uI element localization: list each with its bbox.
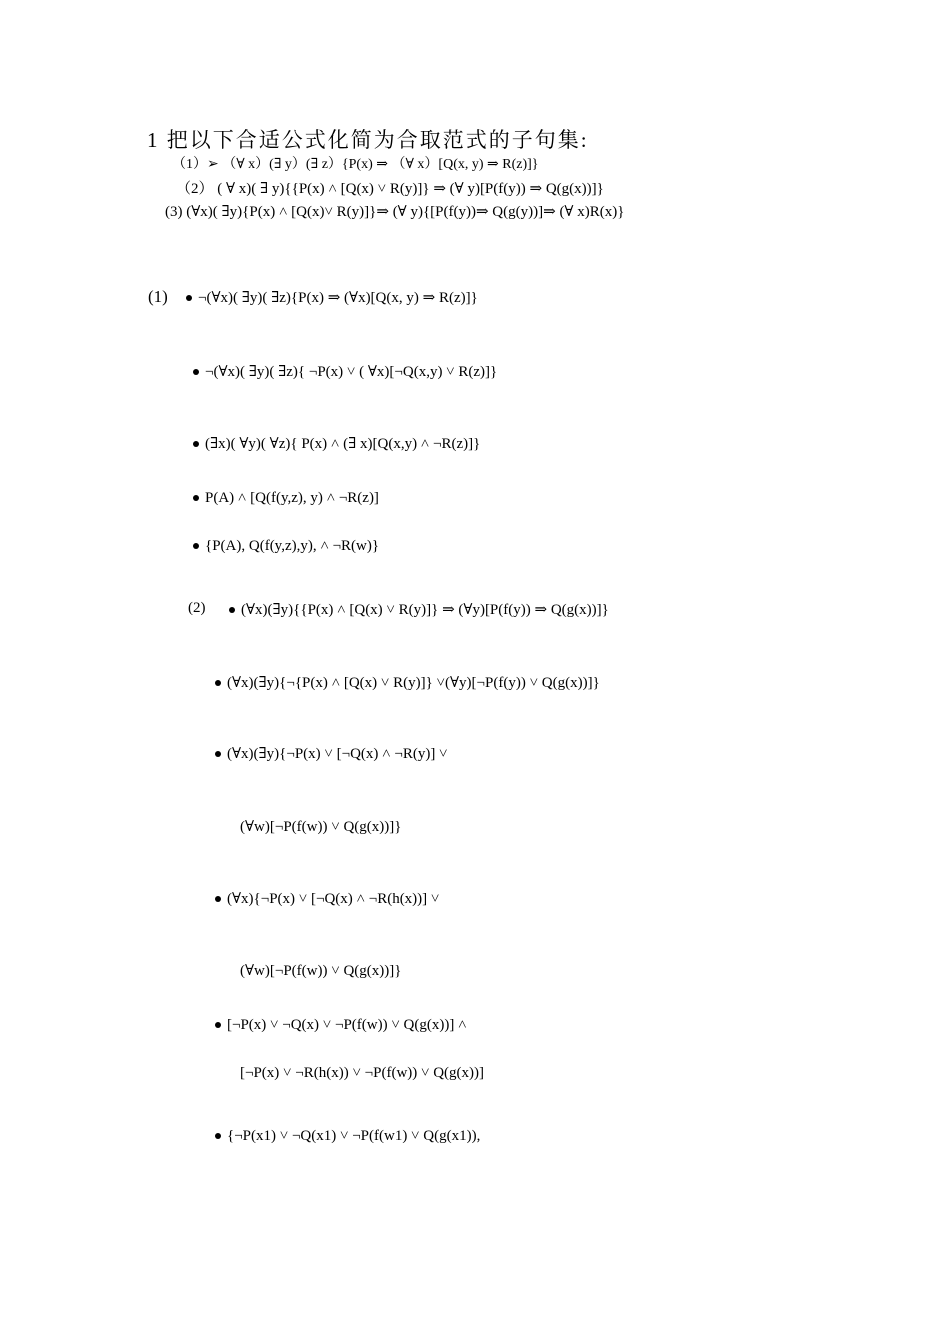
bullet-icon <box>215 896 221 902</box>
solution-2-label: (2) <box>188 600 206 616</box>
solution-2-step: (∀x)(∃y){¬{P(x) ˄ [Q(x) ˅ R(y)]} ˅(∀y)[¬P(f(y)) ˅ Q(g(x))]} <box>215 673 600 692</box>
solution-2-step: {¬P(x1) ˅ ¬Q(x1) ˅ ¬P(f(w1) ˅ Q(g(x1)), <box>215 1128 480 1145</box>
bullet-icon <box>193 369 199 375</box>
solution-1-step: {P(A), Q(f(y,z),y), ˄ ¬R(w)} <box>193 538 379 555</box>
solution-2-step: (∀x)(∃y){{P(x) ˄ [Q(x) ˅ R(y)]} ⇒ (∀y)[P(f(y)) ⇒ Q(g(x))]} <box>229 600 609 619</box>
solution-1-step: ¬(∀x)( ∃y)( ∃z){P(x) ⇒ (∀x)[Q(x, y) ⇒ R(z)]} <box>186 288 478 307</box>
solution-2-step: [¬P(x) ˅ ¬Q(x) ˅ ¬P(f(w)) ˅ Q(g(x))] ˄ <box>215 1017 467 1034</box>
solution-1-step: ¬(∀x)( ∃y)( ∃z){ ¬P(x) ˅ ( ∀x)[¬Q(x,y) ˅ R(z)]} <box>193 362 497 381</box>
solution-2-continuation: (∀w)[¬P(f(w)) ˅ Q(g(x))]} <box>240 963 402 979</box>
bullet-icon <box>193 441 199 447</box>
page-title: 1 把以下合适公式化简为合取范式的子句集: <box>147 128 589 152</box>
bullet-icon <box>193 543 199 549</box>
solution-1-label: (1) <box>148 287 168 306</box>
bullet-icon <box>193 495 199 501</box>
problem-3: (3) (∀x)( ∃y){P(x) ˄ [Q(x)˅ R(y)]}⇒ (∀ y){[P(f(y))⇒ Q(g(y))]⇒ (∀ x)R(x)} <box>165 204 625 220</box>
solution-1-step: (∃x)( ∀y)( ∀z){ P(x) ˄ (∃ x)[Q(x,y) ˄ ¬R(z)]} <box>193 434 480 453</box>
bullet-icon <box>215 680 221 686</box>
solution-2-continuation: (∀w)[¬P(f(w)) ˅ Q(g(x))]} <box>240 819 402 835</box>
solution-2-step: (∀x){¬P(x) ˅ [¬Q(x) ˄ ¬R(h(x))] ˅ <box>215 889 439 908</box>
bullet-icon <box>229 607 235 613</box>
bullet-icon <box>215 751 221 757</box>
problem-2: （2） ( ∀ x)( ∃ y){{P(x) ˄ [Q(x) ˅ R(y)]} ⇒ (∀ y)[P(f(y)) ⇒ Q(g(x))]} <box>176 181 604 197</box>
problem-1: （1）➢ （∀ x）(∃ y）(∃ z）{P(x) ⇒ （∀ x）[Q(x, y) ⇒ R(z)]} <box>172 157 539 172</box>
solution-1-step: P(A) ˄ [Q(f(y,z), y) ˄ ¬R(z)] <box>193 490 379 507</box>
bullet-icon <box>186 295 192 301</box>
bullet-icon <box>215 1022 221 1028</box>
bullet-icon <box>215 1133 221 1139</box>
solution-2-step: (∀x)(∃y){¬P(x) ˅ [¬Q(x) ˄ ¬R(y)] ˅ <box>215 744 448 763</box>
solution-2-continuation: [¬P(x) ˅ ¬R(h(x)) ˅ ¬P(f(w)) ˅ Q(g(x))] <box>240 1065 485 1081</box>
